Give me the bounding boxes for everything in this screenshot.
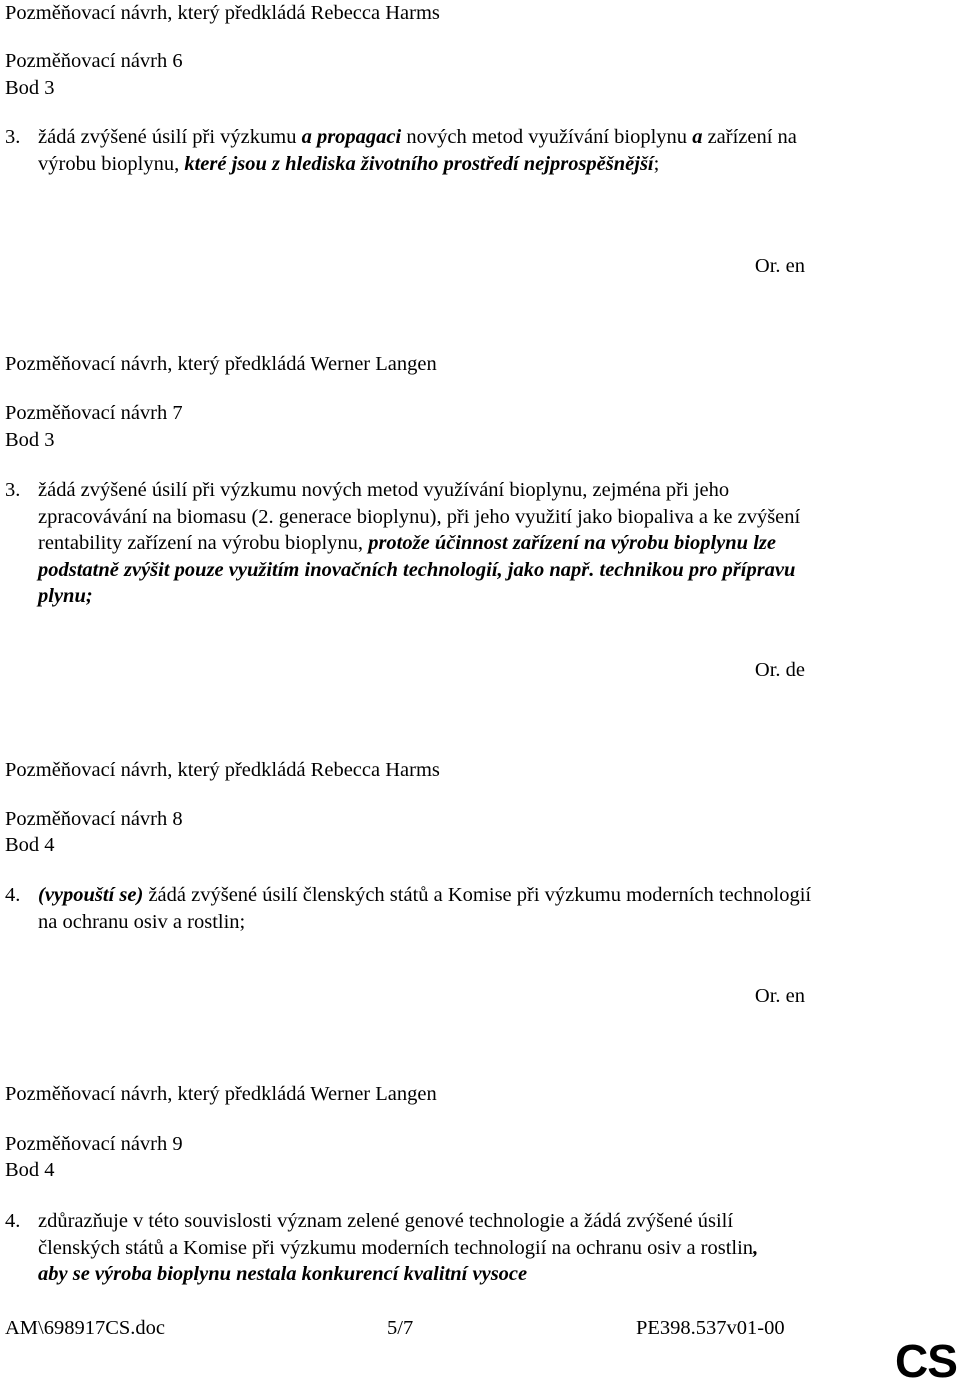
amendment-text bbox=[5, 882, 815, 935]
amendment-author: Pozměňovací návrh, který předkládá Rebecca Harms bbox=[5, 759, 440, 781]
text-segment: zdůrazňuje v této souvislosti význam zelené genové technologie a žádá zvýšené úsilí členských států a Komise při výzkumu moderních technologií na ochranu osiv a rostlin bbox=[38, 1210, 754, 1259]
item-text bbox=[38, 124, 805, 177]
amendment-number: Pozměňovací návrh 9 bbox=[5, 1133, 183, 1155]
footer-pe-ref: PE398.537v01-00 bbox=[636, 1317, 785, 1339]
amendment-point: Bod 3 bbox=[5, 429, 55, 451]
text-insertion: a propagaci bbox=[301, 126, 402, 148]
amendment-author: Pozměňovací návrh, který předkládá Rebecca Harms bbox=[5, 2, 440, 24]
amendment-point: Bod 3 bbox=[5, 77, 55, 99]
item-number: 4. bbox=[5, 1210, 21, 1232]
text-insertion: (vypouští se) bbox=[38, 884, 144, 906]
item-number: 3. bbox=[5, 126, 21, 148]
item-text bbox=[38, 882, 815, 935]
amendment-author: Pozměňovací návrh, který předkládá Werner Langen bbox=[5, 353, 437, 375]
language-mark: CS bbox=[895, 1335, 957, 1387]
amendment-point: Bod 4 bbox=[5, 834, 55, 856]
text-segment: žádá zvýšené úsilí při výzkumu nových metod využívání bioplynu, zejména při jeho zpracovávání na biomasu (2. generace bioplynu), při jeho využití jako biopaliva a ke zvýšení rentability zařízení na výrobu bioplynu, bbox=[38, 479, 801, 554]
item-number: 4. bbox=[5, 884, 21, 906]
text-segment: žádá zvýšené úsilí členských států a Komise při výzkumu moderních technologií na ochranu osiv a rostlin; bbox=[38, 884, 812, 933]
text-insertion: , aby se výroba bioplynu nestala konkurencí kvalitní vysoce bbox=[38, 1236, 759, 1285]
text-segment: ; bbox=[653, 152, 660, 175]
text-segment: žádá zvýšené úsilí při výzkumu bbox=[38, 126, 302, 148]
amendment-number: Pozměňovací návrh 8 bbox=[5, 808, 183, 830]
text-insertion: a bbox=[692, 126, 703, 148]
text-segment: zařízení na výrobu bioplynu, bbox=[38, 126, 797, 175]
original-language: Or. de bbox=[754, 659, 805, 681]
amendment-text bbox=[5, 1208, 785, 1288]
amendment-number: Pozměňovací návrh 6 bbox=[5, 50, 183, 72]
text-insertion: které jsou z hlediska životního prostředí nejprospěšnější bbox=[184, 152, 654, 175]
text-insertion: protože účinnost zařízení na výrobu bioplynu lze podstatně zvýšit pouze využitím inovačních technologií, jako např. technikou pro přípravu plynu; bbox=[38, 532, 796, 607]
footer-doc-ref: AM\698917CS.doc bbox=[5, 1317, 166, 1339]
item-number: 3. bbox=[5, 479, 21, 501]
item-text bbox=[38, 1208, 785, 1288]
amendment-point: Bod 4 bbox=[5, 1159, 55, 1181]
amendment-text bbox=[5, 124, 805, 177]
footer-page-number: 5/7 bbox=[387, 1317, 414, 1339]
item-text bbox=[38, 477, 815, 610]
amendment-number: Pozměňovací návrh 7 bbox=[5, 402, 183, 424]
text-segment: nových metod využívání bioplynu bbox=[401, 126, 693, 148]
original-language: Or. en bbox=[754, 255, 805, 277]
amendment-text bbox=[5, 477, 815, 610]
amendment-author: Pozměňovací návrh, který předkládá Werner Langen bbox=[5, 1083, 437, 1105]
original-language: Or. en bbox=[754, 985, 805, 1007]
